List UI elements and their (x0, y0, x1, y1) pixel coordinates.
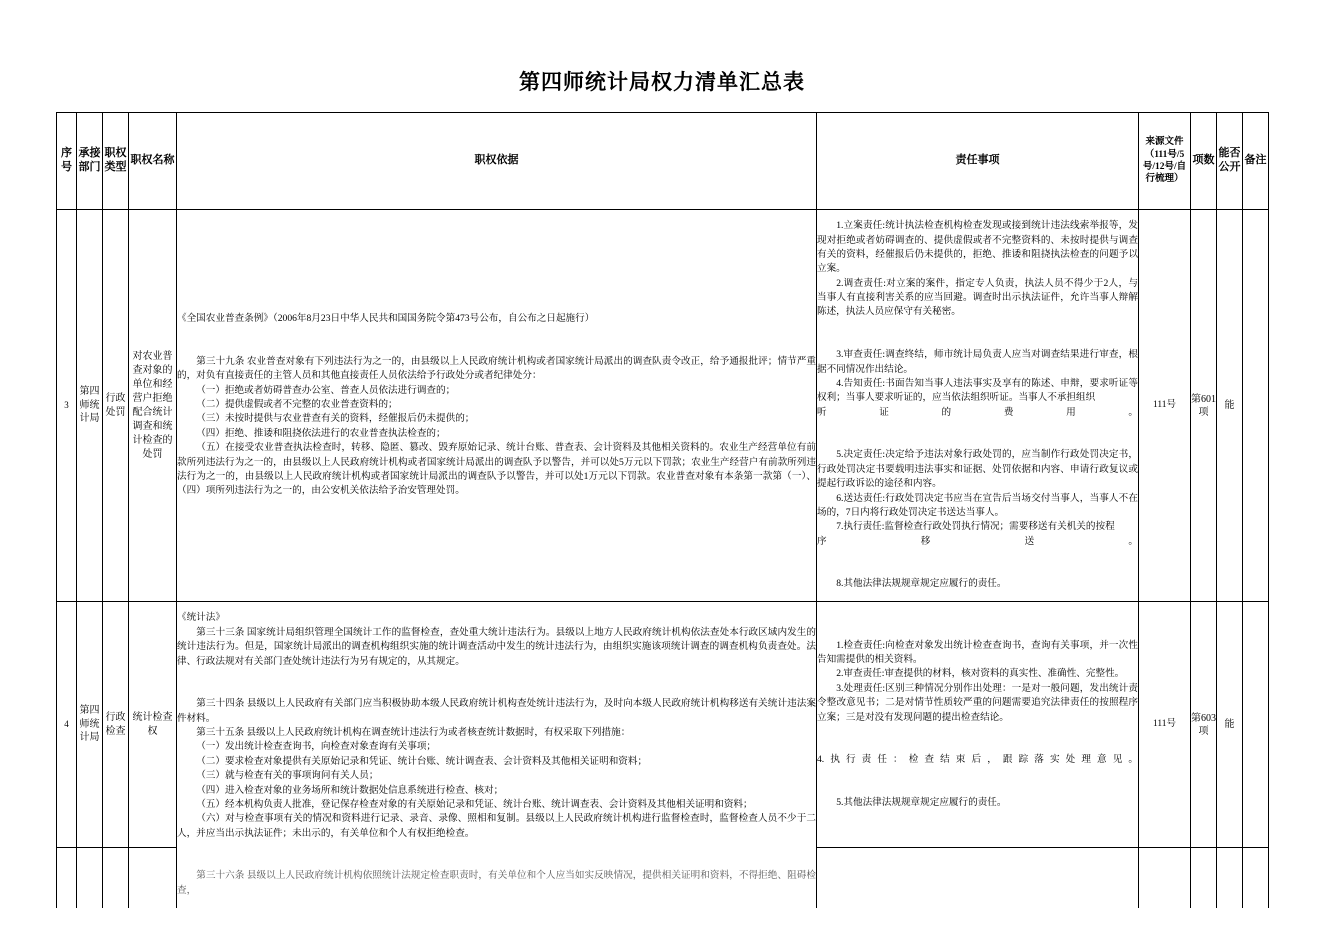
basis-paragraph: 第三十九条 农业普查对象有下列违法行为之一的，由县级以上人民政府统计机构或者国家统计局派出的调查队责令改正，给予通报批评；情节严重的，对负有直接责任的主管人员和其他直接责任人员依法给予行政处分或者纪律处分： (177, 355, 816, 382)
spacer (817, 735, 1138, 744)
basis-title: 《统计法》 (177, 612, 225, 624)
cell-dept-cont (77, 848, 103, 908)
duty-item: 2.调查责任:对立案的案件，指定专人负责，执法人员不得少于2人，与当事人有直接利害关系的应当回避。调查时出示执法证件，允许当事人辩解陈述，执法人员应保守有关秘密。 (817, 277, 1138, 318)
cell-dept: 第四师统计局 (77, 602, 103, 848)
duty-item-7-line: 7.执行责任:监督检查行政处罚执行情况；需要移送有关机关的按程 (836, 521, 1115, 533)
duty-item: 5.决定责任:决定给予违法对象行政处罚的，应当制作行政处罚决定书，行政处罚决定书要载明违法事实和证据、处罚依据和内容、申请行政复议或提起行政诉讼的途径和内容。 (817, 449, 1138, 490)
column-header-dept: 承接部门 (77, 113, 103, 210)
cell-note-cont (1243, 848, 1269, 908)
cell-basis (177, 602, 817, 908)
cell-seq: 3 (57, 210, 77, 602)
column-header-count: 项数 (1191, 113, 1217, 210)
basis-paragraph: （六）对与检查事项有关的情况和资料进行记录、录音、录像、照相和复制。县级以上人民政府统计机构进行监督检查时，监督检查人员不少于二人，并应当出示执法证件；未出示的，有关单位和个人有权拒绝检查。 (177, 813, 816, 839)
cell-count: 第601项 (1191, 210, 1217, 602)
cell-name-cont (129, 848, 177, 908)
table-row (57, 602, 1269, 848)
basis-paragraph: （四）进入检查对象的业务场所和统计数据处信息系统进行检查、核对； (196, 784, 504, 796)
spacer (177, 678, 816, 687)
column-header-seq: 序号 (57, 113, 77, 210)
power-list-table-wrapper (56, 112, 1268, 908)
basis-paragraph-clipped: 第三十六条 县级以上人民政府统计机构依照统计法规定检查职责时，有关单位和个人应当如实反映情况，提供相关证明和资料，不得拒绝、阻碍检查， (177, 870, 816, 896)
table-header (57, 113, 1269, 210)
basis-paragraph: （五）在接受农业普查执法检查时，转移、隐匿、篡改、毁弃原始记录、统计台账、普查表、会计资料及其他相关资料的。农业生产经营单位有前款所列违法行为之一的，由县级以上人民政府统计机构或者国家统计局派出的调查队予以警告，并可以处5万元以下罚款；农业生产经营户有前款所列违法行为之一的，由县级以上人民政府统计机构或者国家统计局派出的调查队予以警告，并可以处1万元以下罚款。农业普查对象有本条第一款第（一）、（四）项所列违法行为之一的，由公安机关依法给予治安管理处罚。 (177, 442, 816, 497)
column-header-name: 职权名称 (129, 113, 177, 210)
basis-paragraph: 第三十四条 县级以上人民政府有关部门应当积极协助本级人民政府统计机构查处统计违法行为，及时向本级人民政府统计机构移送有关统计违法案件材料。 (177, 698, 816, 724)
basis-paragraph: （一）拒绝或者妨碍普查办公室、普查人员依法进行调查的； (196, 384, 456, 396)
duty-item: 1.检查责任:向检查对象发出统计检查查询书，查询有关事项，并一次性告知需提供的相关资料。 (817, 639, 1138, 666)
spacer (177, 851, 816, 860)
column-header-type: 职权类型 (103, 113, 129, 210)
duty-item: 8.其他法律法规规章规定应履行的责任。 (836, 578, 1007, 590)
basis-paragraph: （三）未按时提供与农业普查有关的资料，经催报后仍未提供的； (196, 413, 475, 425)
column-header-note: 备注 (1243, 113, 1269, 210)
basis-paragraph: （一）发出统计检查查询书，向检查对象查询有关事项； (196, 741, 437, 753)
cell-type-cont (103, 848, 129, 908)
cell-source-cont (1139, 848, 1191, 908)
basis-paragraph: （三）就与检查有关的事项询问有关人员； (196, 770, 379, 782)
cell-seq-cont (57, 848, 77, 908)
spacer (817, 329, 1138, 338)
cell-note (1243, 602, 1269, 848)
table-header-row (57, 113, 1269, 210)
cell-source: 111号 (1139, 602, 1191, 848)
duty-item: 3.处理责任:区别三种情况分别作出处理：一是对一般问题，发出统计责令整改意见书；二是对情节性质较严重的问题需要追究法律责任的按照程序立案；三是对没有发现问题的提出检查结论。 (817, 682, 1138, 723)
basis-title: 《全国农业普查条例》（2006年8月23日中华人民共和国国务院令第473号公布，自公布之日起施行） (177, 313, 595, 325)
spacer (817, 430, 1138, 439)
cell-basis (177, 210, 817, 602)
cell-type: 行政处罚 (103, 210, 129, 602)
column-header-source: 来源文件（111号/5号/12号/自行梳理） (1139, 113, 1191, 210)
basis-paragraph: （二）要求检查对象提供有关原始记录和凭证、统计台账、统计调查表、会计资料及其他相关证明和资料； (196, 755, 648, 767)
duty-item: 6.送达责任:行政处罚决定书应当在宣告后当场交付当事人，当事人不在场的，7日内将行政处罚决定书送达当事人。 (817, 492, 1138, 518)
duty-item: 5.其他法律法规规章规定应履行的责任。 (836, 796, 1007, 808)
basis-paragraph: 第三十三条 国家统计局组织管理全国统计工作的监督检查，查处重大统计违法行为。县级以上地方人民政府统计机构依法查处本行政区域内发生的统计违法行为。但是，国家统计局派出的调查机构组织实施的统计调查活动中发生的统计违法行为，由组织实施该项统计调查的调查机构负责查处。法律、行政法规对有关部门查处统计违法行为另有规定的，从其规定。 (177, 626, 816, 667)
column-header-basis: 职权依据 (177, 113, 817, 210)
spacer (817, 777, 1138, 786)
duty-item-4-line: 4.告知责任:书面告知当事人违法事实及享有的陈述、申辩，要求听证等权利；当事人要求听证的，应当依法组织听证。当事人不承担组织 (817, 377, 1138, 404)
power-list-table (56, 112, 1269, 908)
cell-duty-cont (817, 848, 1139, 908)
duty-item: 1.立案责任:统计执法检查机构检查发现或接到统计违法线索举报等，发现对拒绝或者妨碍调查的、提供虚假或者不完整资料的、未按时提供与调查有关的资料，经催报后仍未提供的，拒绝、推诿和阻挠执法检查的问题予以立案。 (817, 220, 1138, 275)
cell-dept: 第四师统计局 (77, 210, 103, 602)
duty-item: 2.审查责任:审查提供的材料，核对资料的真实性、准确性、完整性。 (836, 668, 1125, 680)
cell-source: 111号 (1139, 210, 1191, 602)
duty-item-7-spread: 序移送。 (817, 535, 1138, 547)
column-header-duty: 责任事项 (817, 113, 1139, 210)
cell-name: 对农业普查对象的单位和经营户拒绝配合统计调查和统计检查的处罚 (129, 210, 177, 602)
cell-duty (817, 210, 1139, 602)
table-row (57, 210, 1269, 602)
duty-item-4-spread: 听证的费用。 (817, 406, 1138, 418)
column-header-public: 能否公开 (1217, 113, 1243, 210)
cell-public: 能 (1217, 602, 1243, 848)
cell-count: 第603项 (1191, 602, 1217, 848)
cell-count-cont (1191, 848, 1217, 908)
basis-paragraph: （二）提供虚假或者不完整的农业普查资料的； (196, 399, 398, 411)
basis-paragraph: （五）经本机构负责人批准，登记保存检查对象的有关原始记录和凭证、统计台账、统计调查表、会计资料及其他相关证明和资料； (196, 798, 753, 810)
duty-item-4-spread: 4.执行责任：检查结束后，跟踪落实处理意见。 (817, 754, 1138, 766)
table-body (57, 210, 1269, 908)
cell-note (1243, 210, 1269, 602)
cell-duty (817, 602, 1139, 848)
spacer (177, 336, 816, 345)
cell-name: 统计检查权 (129, 602, 177, 848)
cell-public-cont (1217, 848, 1243, 908)
cell-seq: 4 (57, 602, 77, 848)
basis-paragraph: （四）拒绝、推诿和阻挠依法进行的农业普查执法检查的； (196, 427, 446, 439)
spacer (817, 559, 1138, 568)
cell-type: 行政检查 (103, 602, 129, 848)
duty-item: 3.审查责任:调查终结，师市统计局负责人应当对调查结果进行审查，根据不同情况作出结论。 (817, 349, 1138, 375)
basis-paragraph: 第三十五条 县级以上人民政府统计机构在调查统计违法行为或者核查统计数据时，有权采取下列措施： (196, 726, 631, 738)
cell-public: 能 (1217, 210, 1243, 602)
page-title: 第四师统计局权力清单汇总表 (519, 70, 805, 94)
